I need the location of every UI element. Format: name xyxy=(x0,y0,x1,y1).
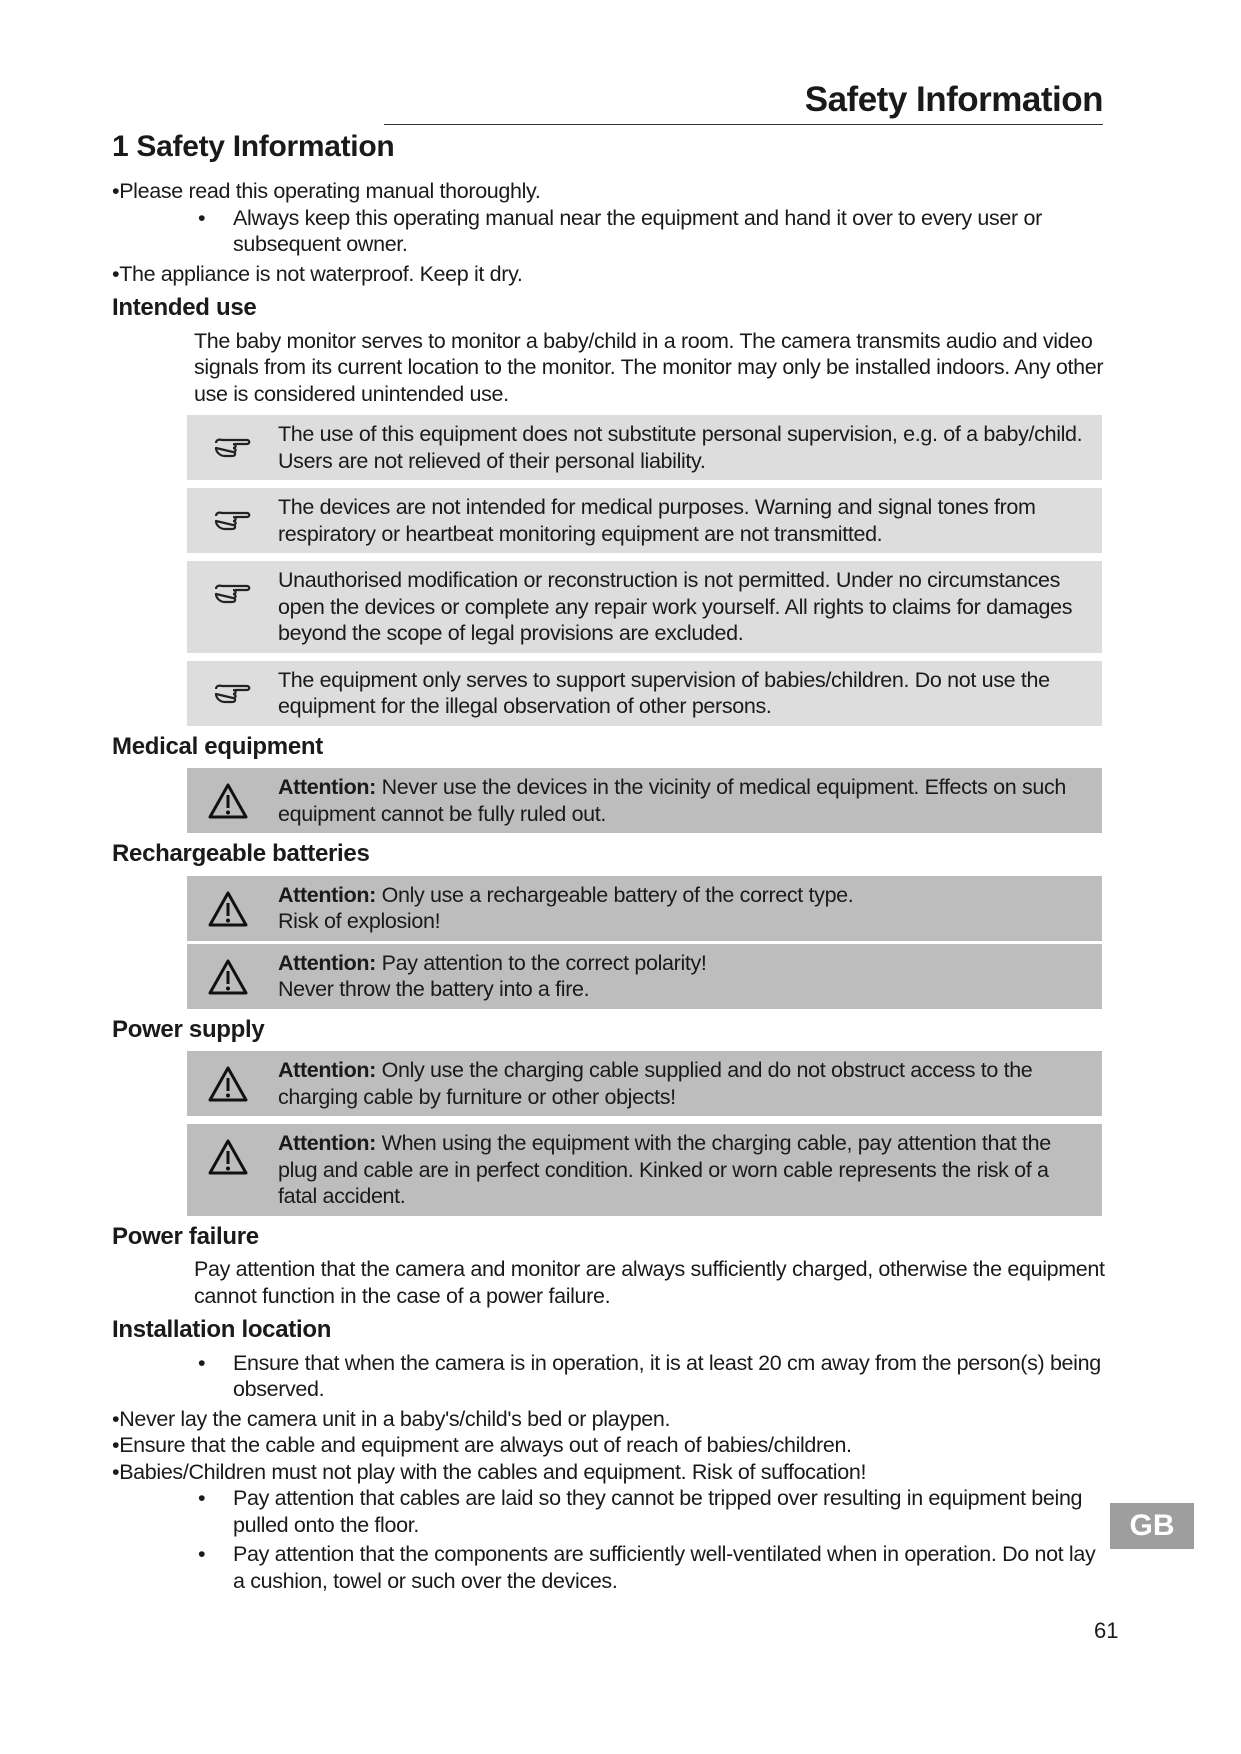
warning-box xyxy=(187,1124,1102,1216)
running-header-title: Safety Information xyxy=(384,80,1103,125)
installation-bullet: • Pay attention that cables are laid so they cannot be tripped over resulting in equipment being pulled onto the floor. xyxy=(194,1485,1112,1538)
warning-triangle-icon xyxy=(207,782,249,820)
warning-text: When using the equipment with the charging cable, pay attention that the plug and cable are in perfect condition. Kinked or worn cable represents the risk of a fatal accident. xyxy=(278,1131,1051,1208)
warning-box xyxy=(187,944,1102,1009)
note-box xyxy=(187,661,1102,726)
section-heading-intended-use: Intended use xyxy=(112,294,257,321)
installation-bullet: • Ensure that the cable and equipment are always out of reach of babies/children. xyxy=(112,1432,1112,1459)
note-text: Unauthorised modification or reconstruction is not permitted. Under no circumstances open the devices or complete any repair work yourself. All rights to claims for damages beyond the scope of legal provisions are excluded. xyxy=(278,568,1073,645)
warning-text: Only use a rechargeable battery of the correct type. xyxy=(376,882,854,907)
note-box xyxy=(187,415,1102,480)
warning-box xyxy=(187,1051,1102,1116)
warning-text: Only use the charging cable supplied and do not obstruct access to the charging cable by furniture or other objects! xyxy=(278,1058,1033,1109)
warning-text: Never use the devices in the vicinity of medical equipment. Effects on such equipment cannot be fully ruled out. xyxy=(278,775,1067,826)
page-title: 1 Safety Information xyxy=(112,130,395,163)
note-box xyxy=(187,488,1102,553)
note-text: The equipment only serves to support supervision of babies/children. Do not use the equipment for the illegal observation of other persons. xyxy=(278,667,1050,718)
intro-bullet: • Always keep this operating manual near the equipment and hand it over to every user or subsequent owner. xyxy=(194,205,1112,258)
warning-text: Pay attention to the correct polarity! xyxy=(376,950,707,975)
pointing-hand-icon xyxy=(213,431,253,463)
intro-bullet: • Please read this operating manual thoroughly. xyxy=(112,178,1112,205)
warning-box xyxy=(187,768,1102,833)
intro-bullet: • The appliance is not waterproof. Keep it dry. xyxy=(112,261,1112,288)
content-body xyxy=(112,178,1112,1594)
installation-bullet: • Never lay the camera unit in a baby's/child's bed or playpen. xyxy=(112,1406,1112,1433)
installation-bullet: • Ensure that when the camera is in operation, it is at least 20 cm away from the person(s) being observed. xyxy=(194,1350,1112,1403)
warning-label: Attention: xyxy=(278,950,376,975)
note-text: The devices are not intended for medical purposes. Warning and signal tones from respiratory or heartbeat monitoring equipment are not transmitted. xyxy=(278,495,1036,546)
warning-text-line2: Risk of explosion! xyxy=(278,909,441,933)
page-number: 61 xyxy=(1094,1618,1119,1643)
warning-label: Attention: xyxy=(278,882,376,907)
pointing-hand-icon xyxy=(213,504,253,536)
warning-triangle-icon xyxy=(207,1138,249,1176)
language-tab: GB xyxy=(1110,1503,1194,1549)
warning-text-line2: Never throw the battery into a fire. xyxy=(278,977,590,1001)
warning-triangle-icon xyxy=(207,1065,249,1103)
warning-box xyxy=(187,876,1102,941)
warning-label: Attention: xyxy=(278,1131,376,1155)
power-failure-text: Pay attention that the camera and monitor are always sufficiently charged, otherwise the equipment cannot function in the case of a power failure. xyxy=(194,1257,1105,1308)
pointing-hand-icon xyxy=(213,577,253,609)
pointing-hand-icon xyxy=(213,677,253,709)
warning-triangle-icon xyxy=(207,958,249,996)
warning-label: Attention: xyxy=(278,1058,376,1082)
installation-bullet: • Babies/Children must not play with the cables and equipment. Risk of suffocation! xyxy=(112,1459,1112,1486)
warning-label: Attention: xyxy=(278,775,376,799)
section-heading-installation-location: Installation location xyxy=(112,1316,332,1343)
section-heading-power-supply: Power supply xyxy=(112,1015,265,1043)
installation-bullet: • Pay attention that the components are sufficiently well-ventilated when in operation. Do not lay a cushion, towel or such over the devices. xyxy=(194,1541,1112,1594)
section-heading-medical-equipment: Medical equipment xyxy=(112,732,323,760)
section-heading-rechargeable-batteries: Rechargeable batteries xyxy=(112,840,370,867)
intended-use-text: The baby monitor serves to monitor a baby/child in a room. The camera transmits audio and video signals from its current location to the monitor. The monitor may only be installed indoors. Any other use is considered unintended use. xyxy=(194,328,1104,406)
note-box xyxy=(187,561,1102,653)
section-heading-power-failure: Power failure xyxy=(112,1222,259,1250)
warning-triangle-icon xyxy=(207,890,249,928)
note-text: The use of this equipment does not substitute personal supervision, e.g. of a baby/child. Users are not relieved of their personal liability. xyxy=(278,422,1083,473)
